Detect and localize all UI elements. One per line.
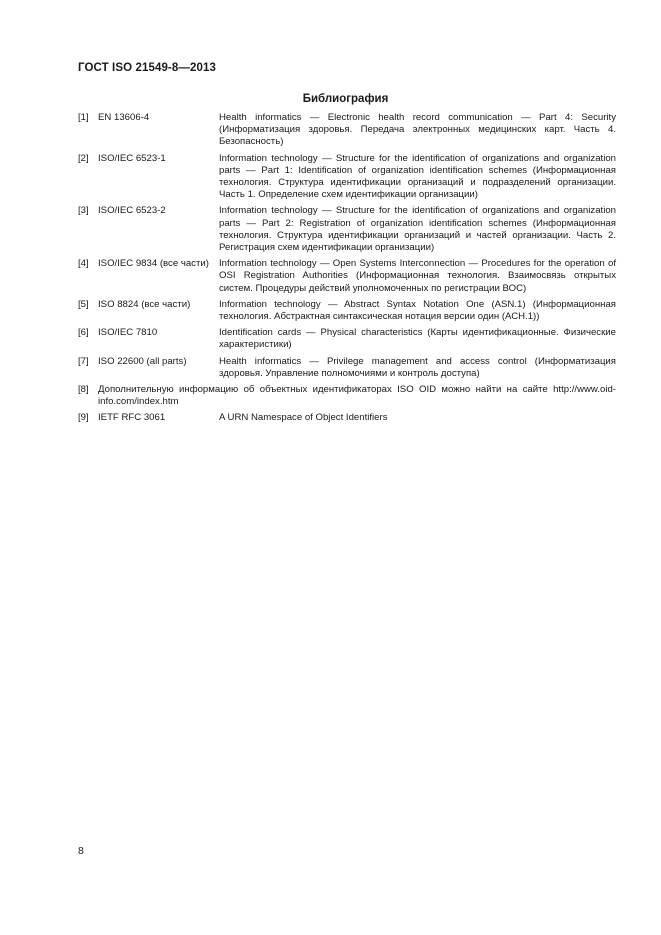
bib-entry-number: [1] xyxy=(78,112,89,123)
bib-entry-text: Information technology — Structure for the identification of organizations and organization parts — Part 2: Registration of organization identification schemes (Информационная технология. Структура идентификации организаций и частей организации. Часть 2. Регистрация схем идентификации организации) xyxy=(219,205,616,254)
bib-entry-code: ISO/IEC 9834 (все части) xyxy=(98,258,209,270)
bib-entry-number: [5] xyxy=(78,298,89,310)
bib-entry-text: Information technology — Open Systems Interconnection — Procedures for the operation of OSI Registration Authorities (Информационная технология. Взаимосвязь открытых систем. Процедуры действий уполномоченных по регистрации ВОС) xyxy=(219,258,616,294)
bib-entry-7 xyxy=(78,356,616,380)
bib-entry-6 xyxy=(78,327,616,351)
bib-entry-code: ISO/IEC 6523-1 xyxy=(98,152,166,164)
bib-entry-text: A URN Namespace of Object Identifiers xyxy=(219,412,388,424)
bib-entry-number: [2] xyxy=(78,152,89,164)
bib-entry-code: ISO/IEC 6523-2 xyxy=(98,205,166,217)
bib-entry-code: ISO 8824 (все части) xyxy=(98,298,191,310)
bib-entry-2 xyxy=(78,153,616,202)
bib-entry-number: [6] xyxy=(78,327,89,339)
bib-entry-text: Identification cards — Physical characteristics (Карты идентификационные. Физические характеристики) xyxy=(219,327,616,351)
bib-entry-number: [3] xyxy=(78,205,89,217)
bib-entry-code: IETF RFC 3061 xyxy=(98,412,166,424)
bib-entry-text: Information technology — Abstract Syntax Notation One (ASN.1) (Информационная технология. Абстрактная синтаксическая нотация версии один (АСН.1)) xyxy=(219,298,616,323)
bib-entry-code: ISO 22600 (all parts) xyxy=(98,355,187,367)
bib-entry-5 xyxy=(78,299,616,323)
bib-entry-text: Health informatics — Privilege management and access control (Информатизация здоровья. Управление полномочиями и контроль доступа) xyxy=(219,355,616,379)
bib-entry-text: Information technology — Structure for the identification of organizations and organization parts — Part 1: Identification of organization identification schemes (Информационная технология. Структура идентификации организаций и подразделений организации. Часть 1. Определение схем идентификации организации) xyxy=(219,152,616,201)
bib-entry-number: [7] xyxy=(78,355,89,367)
bib-entry-number: [9] xyxy=(78,412,89,424)
bib-entry-3 xyxy=(78,205,616,254)
bib-entry-number: [4] xyxy=(78,258,89,270)
bib-entry-code: ISO/IEC 7810 xyxy=(98,327,158,339)
bib-entry-9 xyxy=(78,412,616,424)
page-number: 8 xyxy=(78,845,84,857)
bib-entry-4 xyxy=(78,258,616,295)
bib-entry-code: EN 13606-4 xyxy=(98,112,150,123)
bibliography-list xyxy=(78,112,616,429)
bib-entry-text: Дополнительную информацию об объектных идентификаторах ISO OID можно найти на сайте http://www.oid-info.com/index.htm xyxy=(98,384,616,408)
bib-entry-text: Health informatics — Electronic health record communication — Part 4: Security (Информатизация здоровья. Передача электронных медицинских карт. Часть 4. Безопасность) xyxy=(219,112,616,148)
bib-entry-1 xyxy=(78,112,616,149)
bibliography-title: Библиография xyxy=(302,93,389,105)
bib-entry-number: [8] xyxy=(78,384,89,396)
bib-entry-8 xyxy=(78,384,616,408)
document-header: ГОСТ ISO 21549-8—2013 xyxy=(78,62,216,74)
